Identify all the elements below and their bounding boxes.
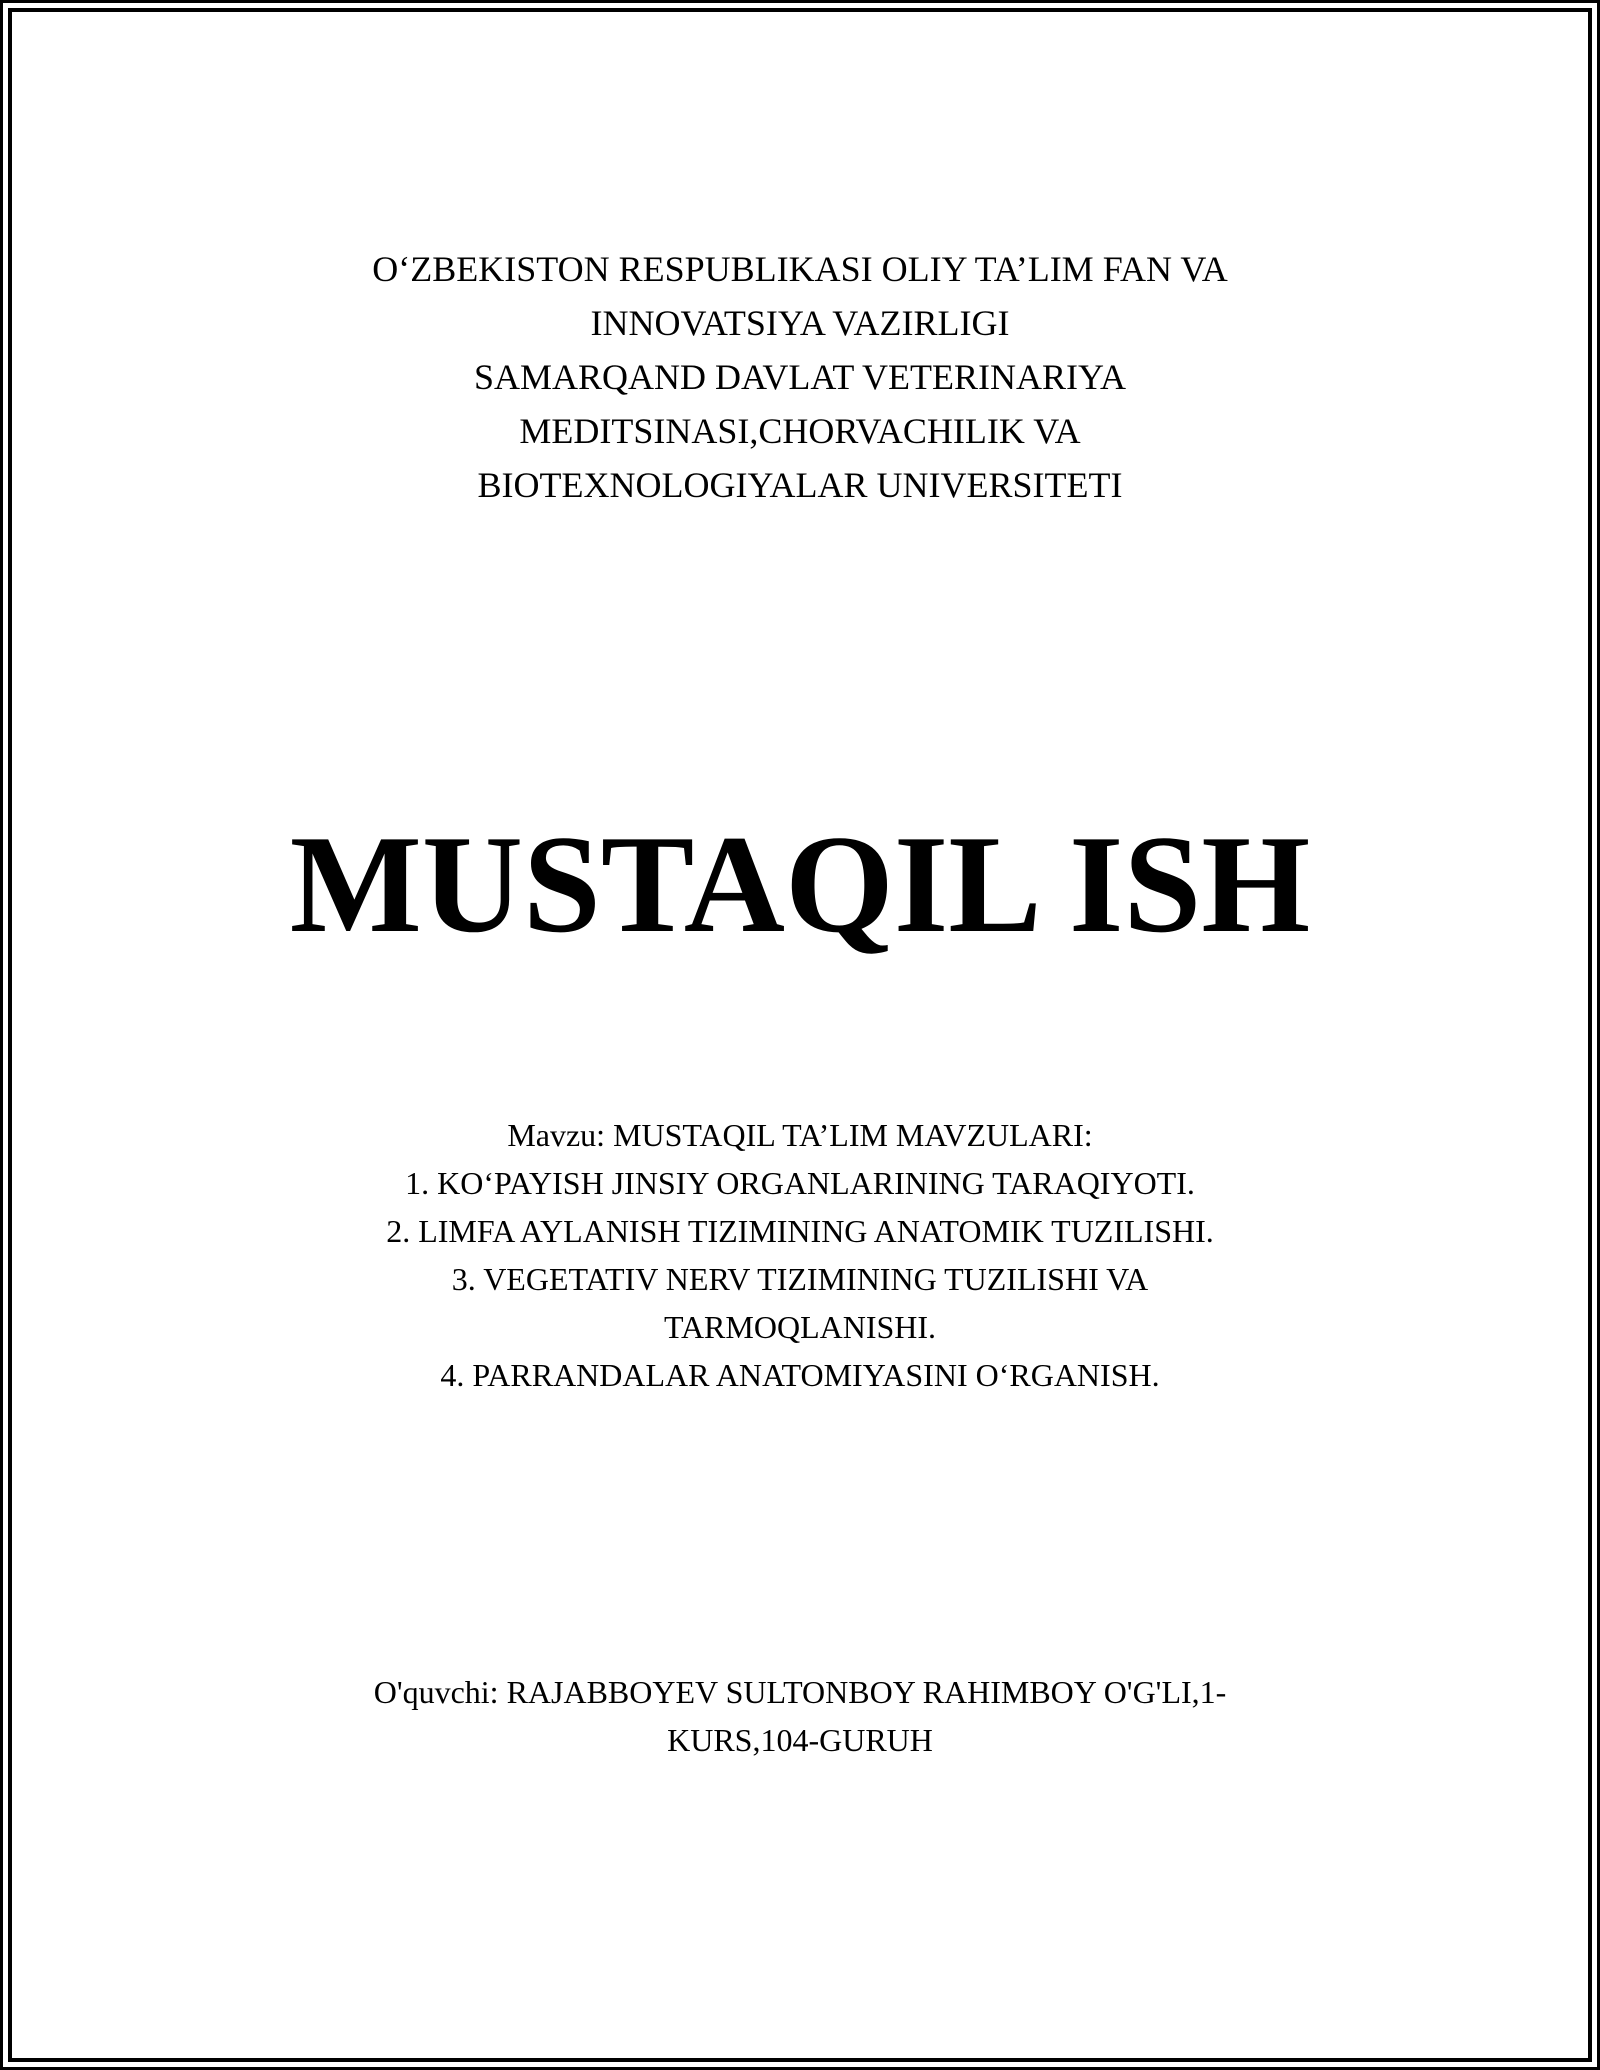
topic-item: 1. KO‘PAYISH JINSIY ORGANLARINING TARAQIYOTI.: [405, 1165, 1195, 1201]
topic-item: 4. PARRANDALAR ANATOMIYASINI O‘RGANISH.: [440, 1357, 1160, 1393]
header-line: INNOVATSIYA VAZIRLIGI: [590, 303, 1010, 343]
header-line: BIOTEXNOLOGIYALAR UNIVERSITETI: [477, 465, 1123, 505]
topic-item-continuation: TARMOQLANISHI.: [663, 1309, 937, 1345]
document-title: MUSTAQIL ISH: [289, 807, 1311, 962]
topic-section: [0, 1111, 1600, 1399]
header-line: SAMARQAND DAVLAT VETERINARIYA: [473, 357, 1127, 397]
header-line: O‘ZBEKISTON RESPUBLIKASI OLIY TA’LIM FAN VA: [372, 249, 1228, 289]
student-line: O'quvchi: RAJABBOYEV SULTONBOY RAHIMBOY O'G'LI,1-: [373, 1674, 1227, 1710]
institution-header: [0, 242, 1600, 512]
student-info: [0, 1668, 1600, 1764]
student-line: KURS,104-GURUH: [667, 1722, 933, 1758]
topic-item: 2. LIMFA AYLANISH TIZIMINING ANATOMIK TUZILISHI.: [386, 1213, 1214, 1249]
header-line: MEDITSINASI,CHORVACHILIK VA: [519, 411, 1081, 451]
topic-heading: Mavzu: MUSTAQIL TA’LIM MAVZULARI:: [507, 1117, 1093, 1153]
topic-item: 3. VEGETATIV NERV TIZIMINING TUZILISHI VA: [451, 1261, 1149, 1297]
